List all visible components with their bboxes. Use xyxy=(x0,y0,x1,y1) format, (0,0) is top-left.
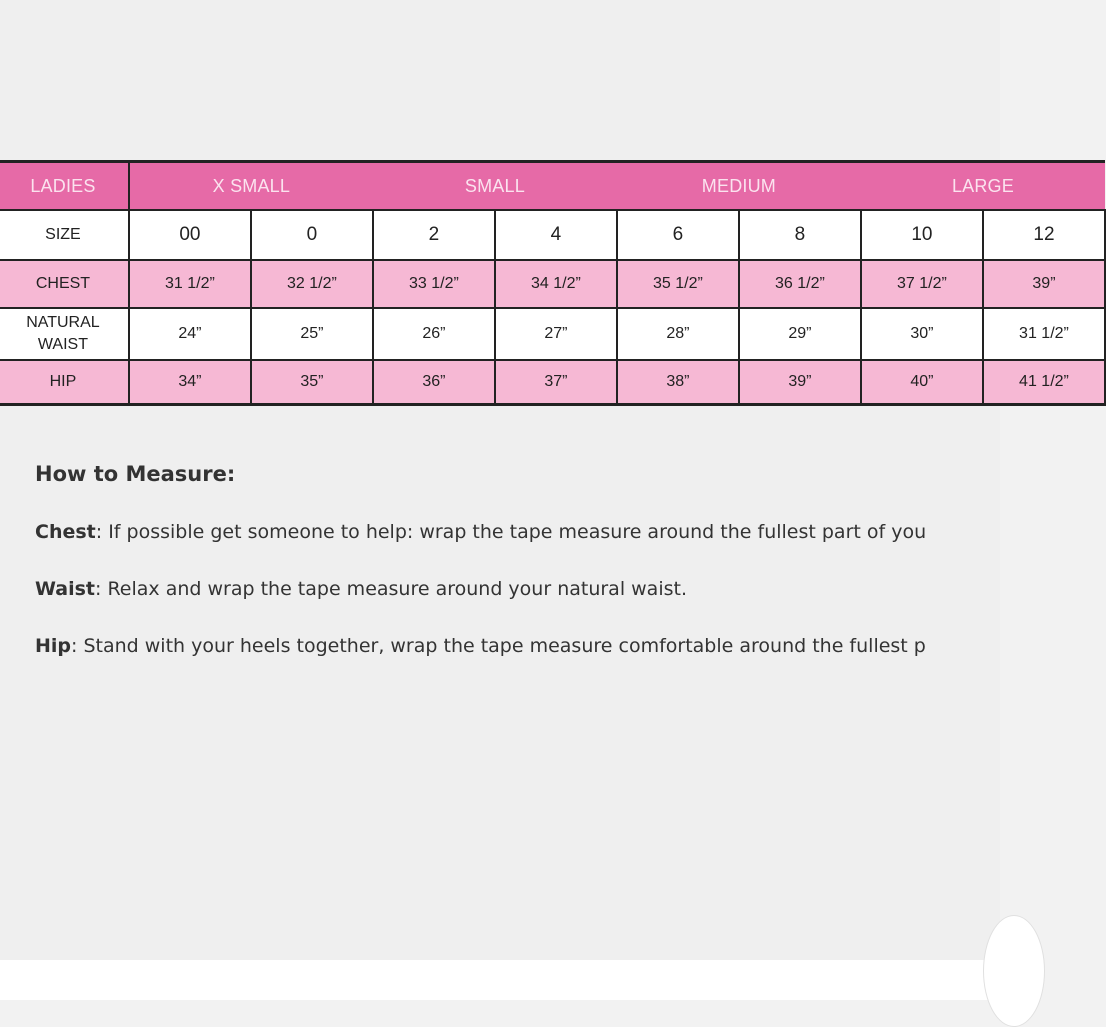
table-cell: 8 xyxy=(739,210,861,260)
table-row xyxy=(0,360,1105,405)
table-row xyxy=(0,260,1105,308)
measure-item-hip xyxy=(35,635,1000,657)
how-to-measure-heading: How to Measure: xyxy=(35,462,236,486)
table-cell: 34 1/2” xyxy=(495,260,617,308)
table-cell: 10 xyxy=(861,210,983,260)
row-label-line: HIP xyxy=(49,372,77,390)
table-cell: 2 xyxy=(373,210,495,260)
table-cell: 39” xyxy=(739,360,861,405)
table-cell: 12 xyxy=(983,210,1105,260)
table-row xyxy=(0,210,1105,260)
measure-text: : Stand with your heels together, wrap the tape measure comfortable around the fullest p xyxy=(71,635,926,657)
size-group-header: SMALL xyxy=(373,162,617,211)
row-label-line: WAIST xyxy=(37,336,88,353)
row-label-line: NATURAL xyxy=(26,313,100,331)
measure-term: Waist xyxy=(35,578,96,600)
header-row xyxy=(0,162,1105,211)
size-group-header: MEDIUM xyxy=(617,162,861,211)
measure-text: : If possible get someone to help: wrap the tape measure around the fullest part of you xyxy=(95,521,927,543)
table-cell: 41 1/2” xyxy=(983,360,1105,405)
measure-item-waist xyxy=(35,578,1000,600)
table-cell: 40” xyxy=(861,360,983,405)
table-cell: 35 1/2” xyxy=(617,260,739,308)
table-cell: 36” xyxy=(373,360,495,405)
table-cell: 35” xyxy=(251,360,373,405)
table-cell: 33 1/2” xyxy=(373,260,495,308)
table-row xyxy=(0,308,1105,360)
size-group-header: X SMALL xyxy=(129,162,373,211)
row-label xyxy=(0,360,129,405)
row-label xyxy=(0,260,129,308)
table-cell: 00 xyxy=(129,210,251,260)
table-cell: 37” xyxy=(495,360,617,405)
table-cell: 27” xyxy=(495,308,617,360)
table-cell: 4 xyxy=(495,210,617,260)
table-cell: 37 1/2” xyxy=(861,260,983,308)
table-cell: 36 1/2” xyxy=(739,260,861,308)
table-cell: 26” xyxy=(373,308,495,360)
table-cell: 0 xyxy=(251,210,373,260)
size-chart-table xyxy=(0,160,1106,406)
measure-item-chest xyxy=(35,521,1000,543)
bottom-band xyxy=(0,960,1000,1000)
measure-text: : Relax and wrap the tape measure around your natural waist. xyxy=(95,578,687,600)
row-label-line: SIZE xyxy=(45,225,81,243)
row-label xyxy=(0,308,129,360)
table-cell: 32 1/2” xyxy=(251,260,373,308)
table-cell: 6 xyxy=(617,210,739,260)
row-label-line: CHEST xyxy=(35,274,91,292)
table-cell: 30” xyxy=(861,308,983,360)
corner-decoration xyxy=(983,915,1045,1027)
table-cell: 31 1/2” xyxy=(129,260,251,308)
how-to-measure xyxy=(35,462,1000,692)
table-cell: 28” xyxy=(617,308,739,360)
size-chart xyxy=(0,160,1069,416)
header-label: LADIES xyxy=(0,162,129,211)
table-cell: 24” xyxy=(129,308,251,360)
table-cell: 25” xyxy=(251,308,373,360)
row-label xyxy=(0,210,129,260)
table-cell: 39” xyxy=(983,260,1105,308)
table-cell: 34” xyxy=(129,360,251,405)
table-cell: 31 1/2” xyxy=(983,308,1105,360)
measure-term: Hip xyxy=(35,635,72,657)
size-group-header: LARGE xyxy=(861,162,1105,211)
measure-term: Chest xyxy=(35,521,96,543)
table-cell: 38” xyxy=(617,360,739,405)
table-cell: 29” xyxy=(739,308,861,360)
